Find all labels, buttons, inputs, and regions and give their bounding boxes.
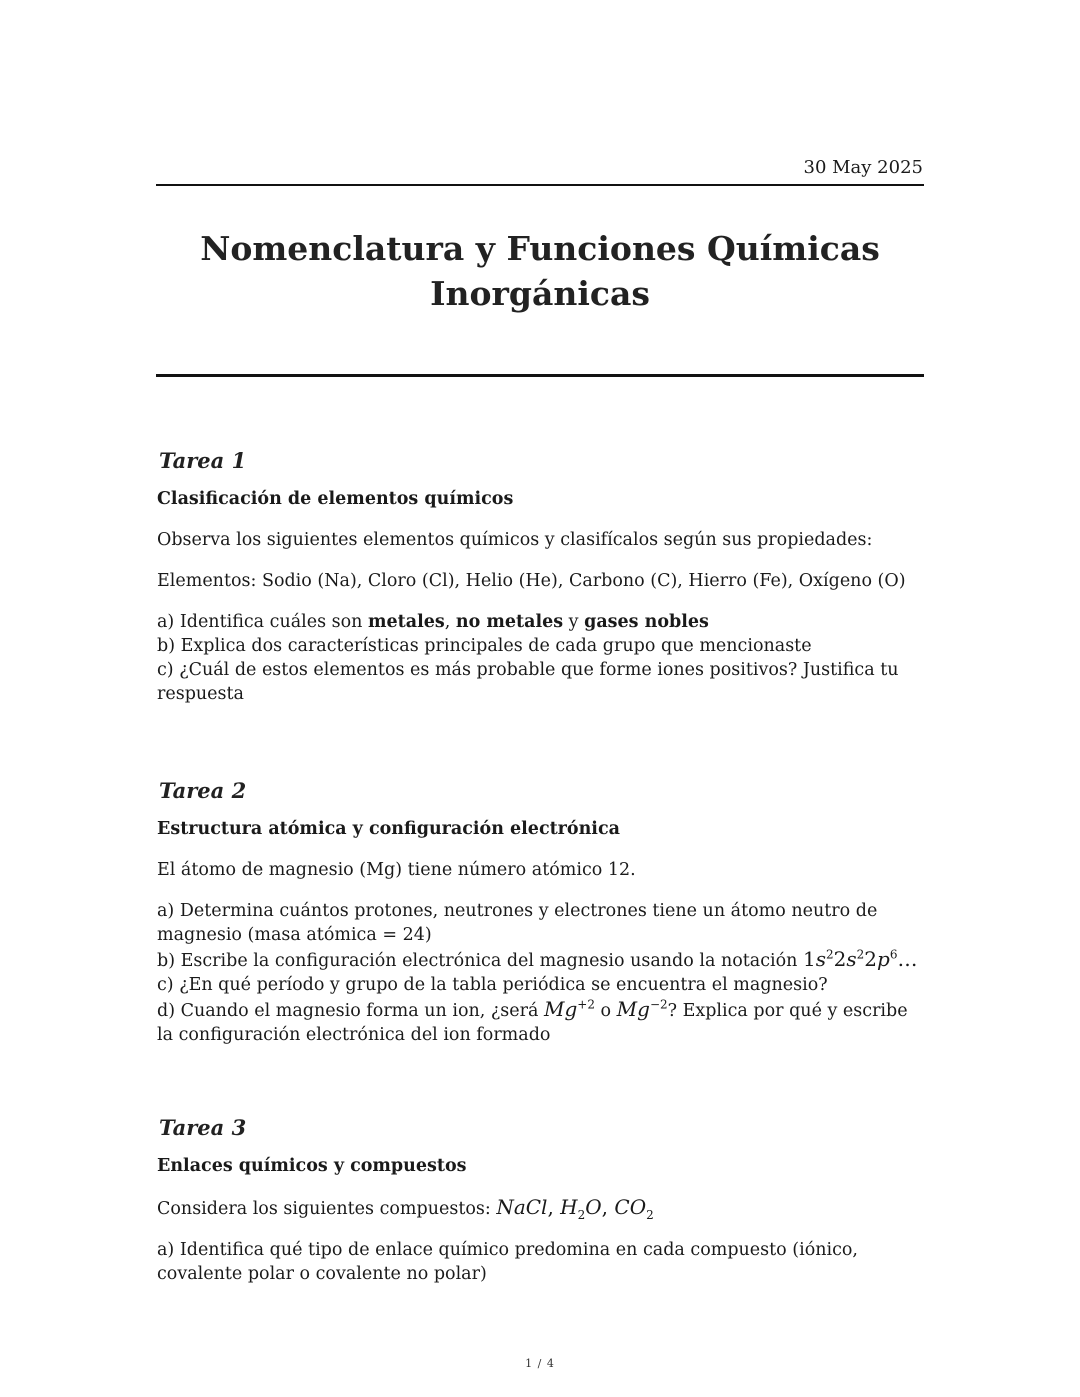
header-top-rule [156,184,924,186]
task-1-intro: Observa los siguientes elementos químicos y clasifícalos según sus propiedades: [157,530,873,550]
task-1-section [157,447,937,706]
document-date: 30 May 2025 [803,157,923,178]
page-number: 1 / 4 [525,1357,555,1370]
ion-mg-minus: $Mg^{-2}$ [616,997,668,1021]
term-metales: metales [368,612,445,632]
task-2-subtitle: Estructura atómica y configuración electrónica [157,819,620,839]
task-2-questions [157,899,927,1047]
task-3-question-a: a) Identifica qué tipo de enlace químico predomina en cada compuesto (iónico, covalente polar o covalente no polar) [157,1240,858,1284]
term-gases-nobles: gases nobles [584,612,709,632]
task-1-subtitle: Clasificación de elementos químicos [157,489,514,509]
document-title [156,226,924,316]
task-2-question-b: b) Escribe la configuración electrónica del magnesio usando la notación $1s^22s^22p^6\dots$ [157,947,918,971]
task-1-question-a: a) Identifica cuáles son metales, no metales y gases nobles [157,612,709,632]
header-bottom-rule [156,374,924,377]
task-1-questions [157,610,937,706]
task-2-question-a: a) Determina cuántos protones, neutrones y electrones tiene un átomo neutro de magnesio (masa atómica = 24) [157,901,878,945]
title-line-1: Nomenclatura y Funciones Químicas [200,229,880,268]
compounds-formula: NaCl, $H_2O$, $CO_2$ [496,1195,654,1222]
task-3-subtitle: Enlaces químicos y compuestos [157,1156,467,1176]
task-3-section [157,1114,927,1286]
task-2-question-d: d) Cuando el magnesio forma un ion, ¿será $Mg^{+2}$ o $Mg^{-2}$? Explica por qué y escribe la configuración electrónica del ion formado [157,997,908,1045]
task-2-heading: Tarea 2 [159,778,247,803]
term-no-metales: no metales [455,612,564,632]
task-2-section [157,777,927,1047]
task-1-heading: Tarea 1 [159,448,247,473]
task-2-intro: El átomo de magnesio (Mg) tiene número atómico 12. [157,860,636,880]
title-line-2: Inorgánicas [430,274,650,313]
task-2-question-c: c) ¿En qué período y grupo de la tabla periódica se encuentra el magnesio? [157,975,828,995]
task-1-elements: Elementos: Sodio (Na), Cloro (Cl), Helio (He), Carbono (C), Hierro (Fe), Oxígeno (O) [157,571,906,591]
task-3-intro: Considera los siguientes compuestos: NaCl, $H_2O$, $CO_2$ [157,1195,654,1222]
electron-configuration-notation: $1s^22s^22p^6\dots$ [803,947,918,971]
task-3-questions [157,1238,927,1286]
task-1-question-b: b) Explica dos características principales de cada grupo que mencionaste [157,636,812,656]
ion-mg-plus: $Mg^{+2}$ [544,997,595,1021]
task-1-question-c: c) ¿Cuál de estos elementos es más probable que forme iones positivos? Justifica tu respuesta [157,660,899,704]
task-3-heading: Tarea 3 [159,1115,247,1140]
